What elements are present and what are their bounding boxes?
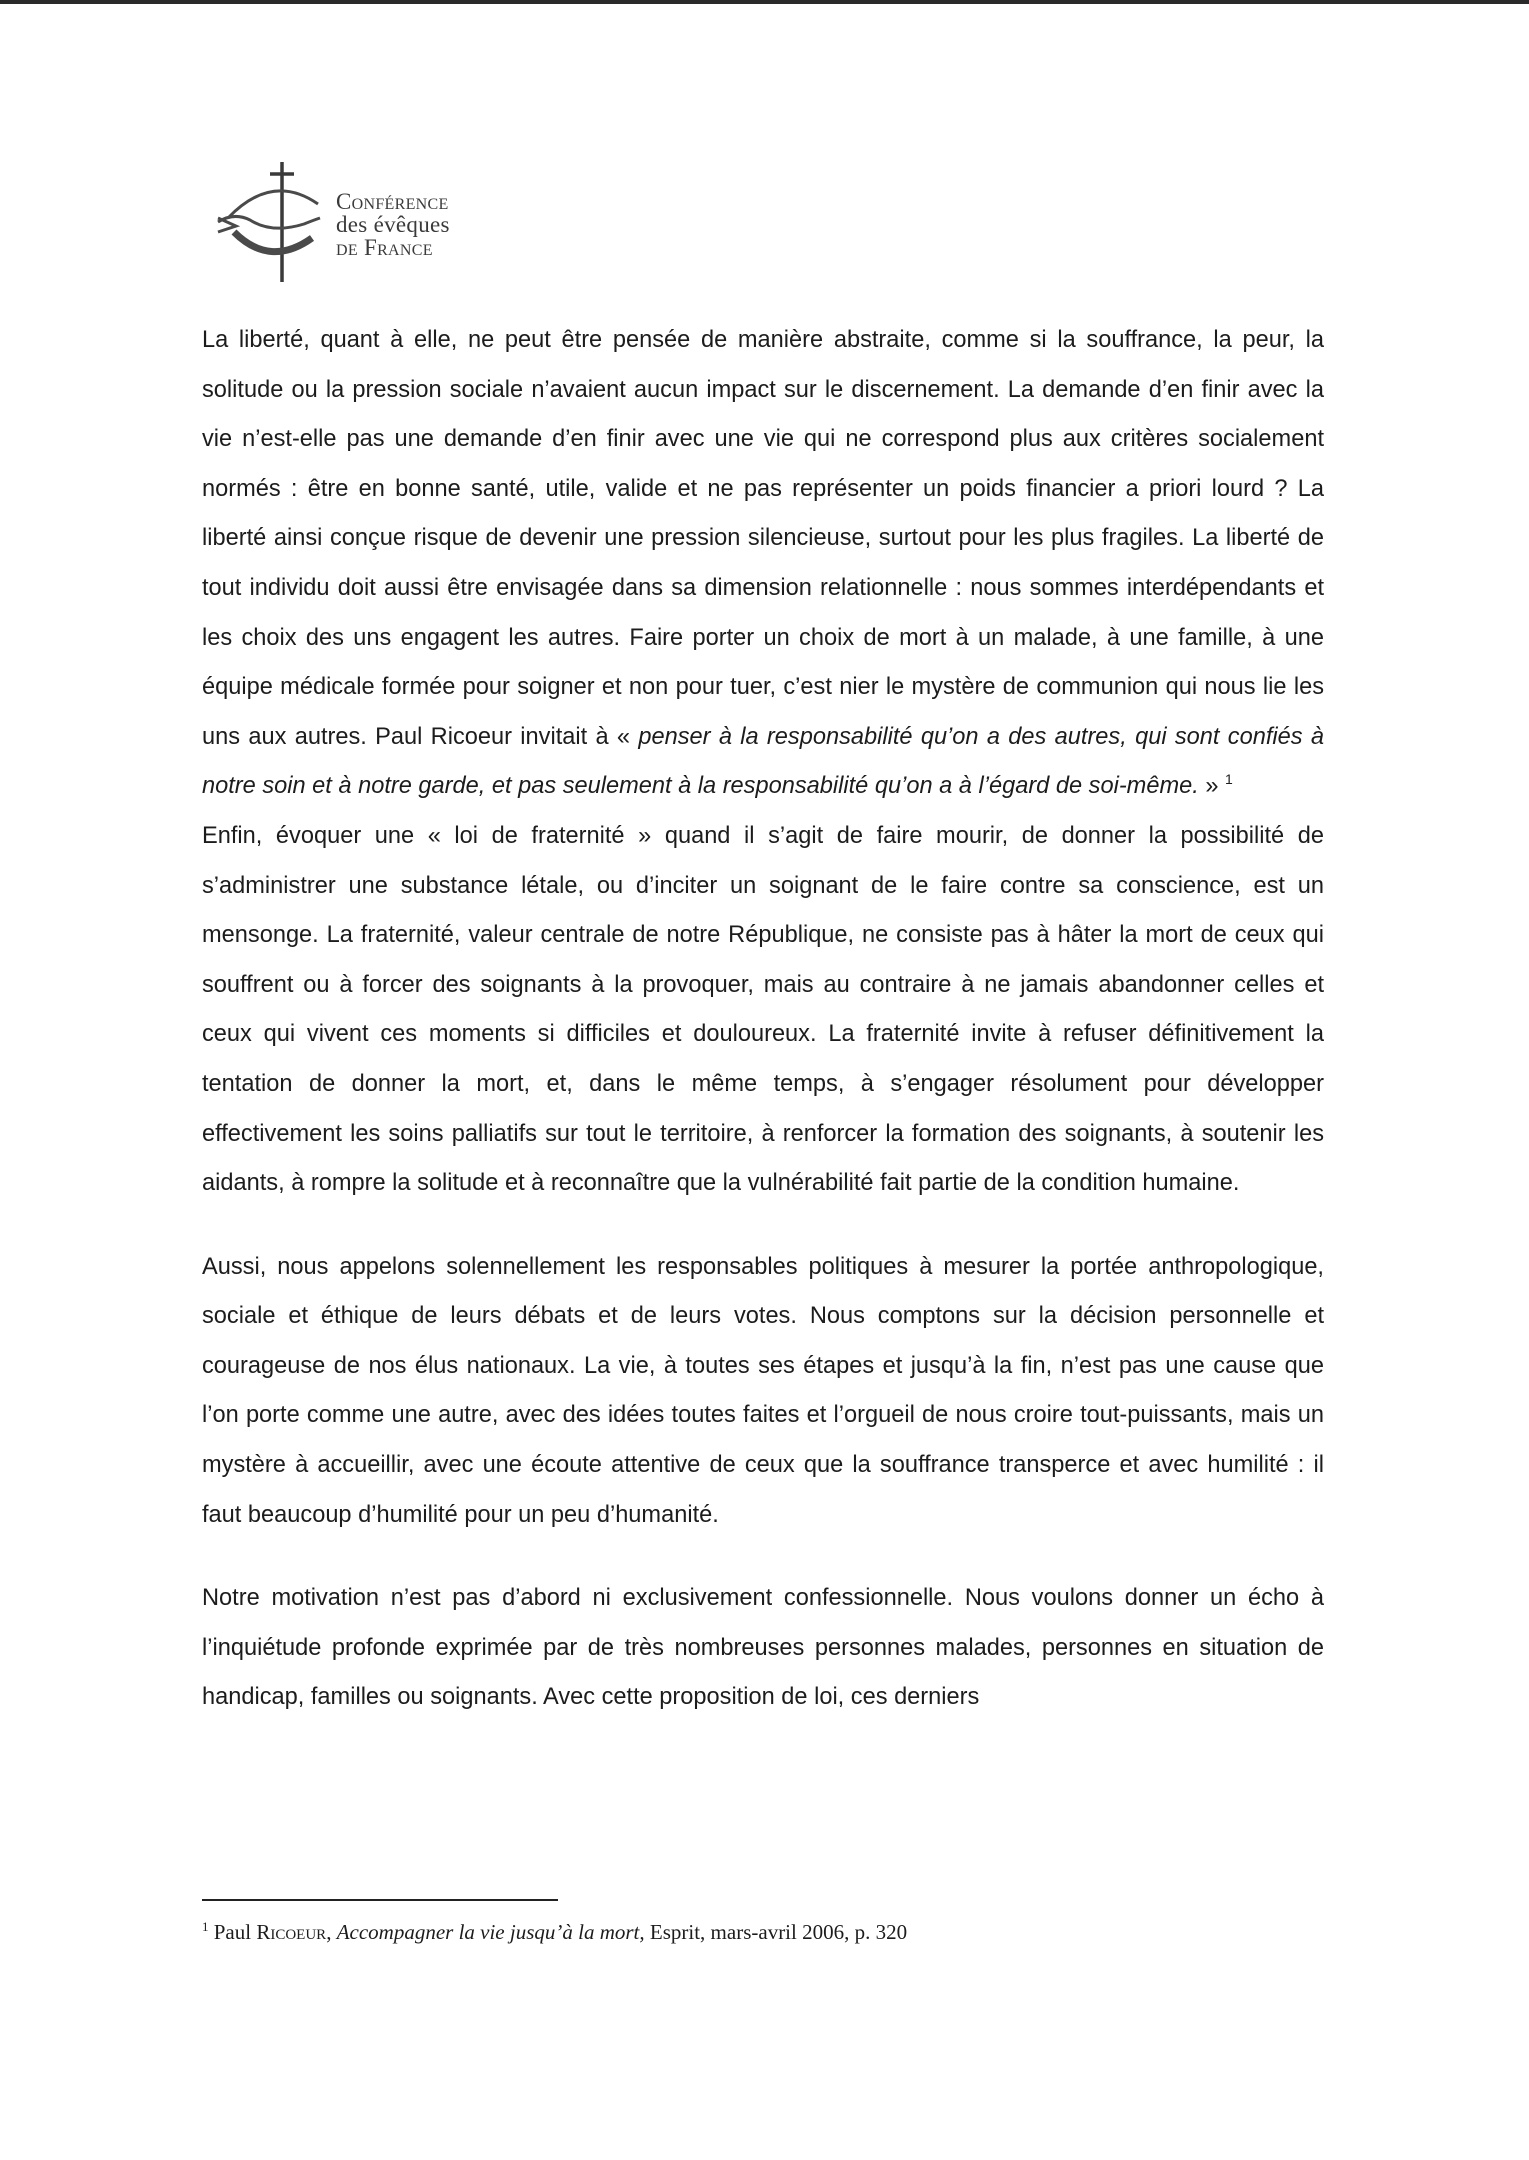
- paragraph-motivation: Notre motivation n’est pas d’abord ni exclusivement confessionnelle. Nous voulons donner un écho à l’inquiétude profonde exprimée par de très nombreuses personnes malades, personnes en situation de handicap, familles ou soignants. Avec cette proposition de loi, ces derniers: [202, 1585, 1324, 1711]
- cross-fish-emblem-icon: [212, 160, 332, 285]
- paragraph-liberte: [202, 316, 1324, 812]
- ricoeur-quote: penser à la responsabilité qu’on a des autres, qui sont confiés à notre soin et à notre garde, et pas seulement à la responsabilité qu’on a à l’égard de soi-même.: [202, 723, 1324, 800]
- paragraph-appel: Aussi, nous appelons solennellement les responsables politiques à mesurer la portée anthropologique, sociale et éthique de leurs débats et de leurs votes. Nous comptons sur la décision personnelle et courageuse de nos élus nationaux. La vie, à toutes ses étapes et jusqu’à la fin, n’est pas une cause que l’on porte comme une autre, avec des idées toutes faites et l’orgueil de nous croire tout-puissants, mais un mystère à accueillir, avec une écoute attentive de ceux que la souffrance transperce et avec humilité : il faut beaucoup d’humilité pour un peu d’humanité.: [202, 1253, 1324, 1528]
- footnote-book-title: Accompagner la vie jusqu’à la mort,: [336, 1920, 645, 1944]
- logo-line-2: des évêques: [336, 212, 450, 237]
- footnote-author-last: Ricoeur: [256, 1920, 327, 1944]
- cef-logo: [212, 160, 472, 285]
- footnote-comma: ,: [326, 1920, 332, 1944]
- logo-line-1: Conférence: [336, 189, 449, 214]
- scan-top-edge: [0, 0, 1529, 4]
- footnote-number: 1: [202, 1919, 209, 1934]
- paragraph-liberte-text: La liberté, quant à elle, ne peut être pensée de manière abstraite, comme si la souffrance, la peur, la solitude ou la pression sociale n’avaient aucun impact sur le discernement. La demande d’en finir avec la vie n’est-elle pas une demande d’en finir avec une vie qui ne correspond plus aux critères socialement normés : être en bonne santé, utile, valide et ne pas représenter un poids financier a priori lourd ? La liberté ainsi conçue risque de devenir une pression silencieuse, surtout pour les plus fragiles. La liberté de tout individu doit aussi être envisagée dans sa dimension relationnelle : nous sommes interdépendants et les choix des uns engagent les autres. Faire porter un choix de mort à un malade, à une famille, à une équipe médicale formée pour soigner et non pour tuer, c’est nier le mystère de communion qui nous lie les uns aux autres. Paul Ricoeur invitait à «: [202, 327, 1324, 750]
- logo-line-3-text: de France: [336, 235, 433, 260]
- footnote-reference: 1: [1225, 771, 1233, 788]
- footnote-details: Esprit, mars-avril 2006, p. 320: [649, 1920, 908, 1944]
- document-body: [202, 316, 1324, 1723]
- footnote-author-first: Paul: [213, 1920, 252, 1944]
- footnote-separator: [202, 1899, 558, 1901]
- footnote: [202, 1914, 1302, 1945]
- paragraph-fraternite: Enfin, évoquer une « loi de fraternité » quand il s’agit de faire mourir, de donner la possibilité de s’administrer une substance létale, ou d’inciter un soignant de le faire contre sa conscience, est un mensonge. La fraternité, valeur centrale de notre République, ne consiste pas à hâter la mort de ceux qui souffrent ou à forcer des soignants à la provoquer, mais au contraire à ne jamais abandonner celles et ceux qui vivent ces moments si difficiles et douloureux. La fraternité invite à refuser définitivement la tentation de donner la mort, et, dans le même temps, à s’engager résolument pour développer effectivement les soins palliatifs sur tout le territoire, à renforcer la formation des soignants, à soutenir les aidants, à rompre la solitude et à reconnaître que la vulnérabilité fait partie de la condition humaine.: [202, 822, 1324, 1197]
- quote-close: »: [1205, 773, 1219, 800]
- logo-line-3: [336, 236, 450, 259]
- logo-wordmark: [336, 190, 450, 259]
